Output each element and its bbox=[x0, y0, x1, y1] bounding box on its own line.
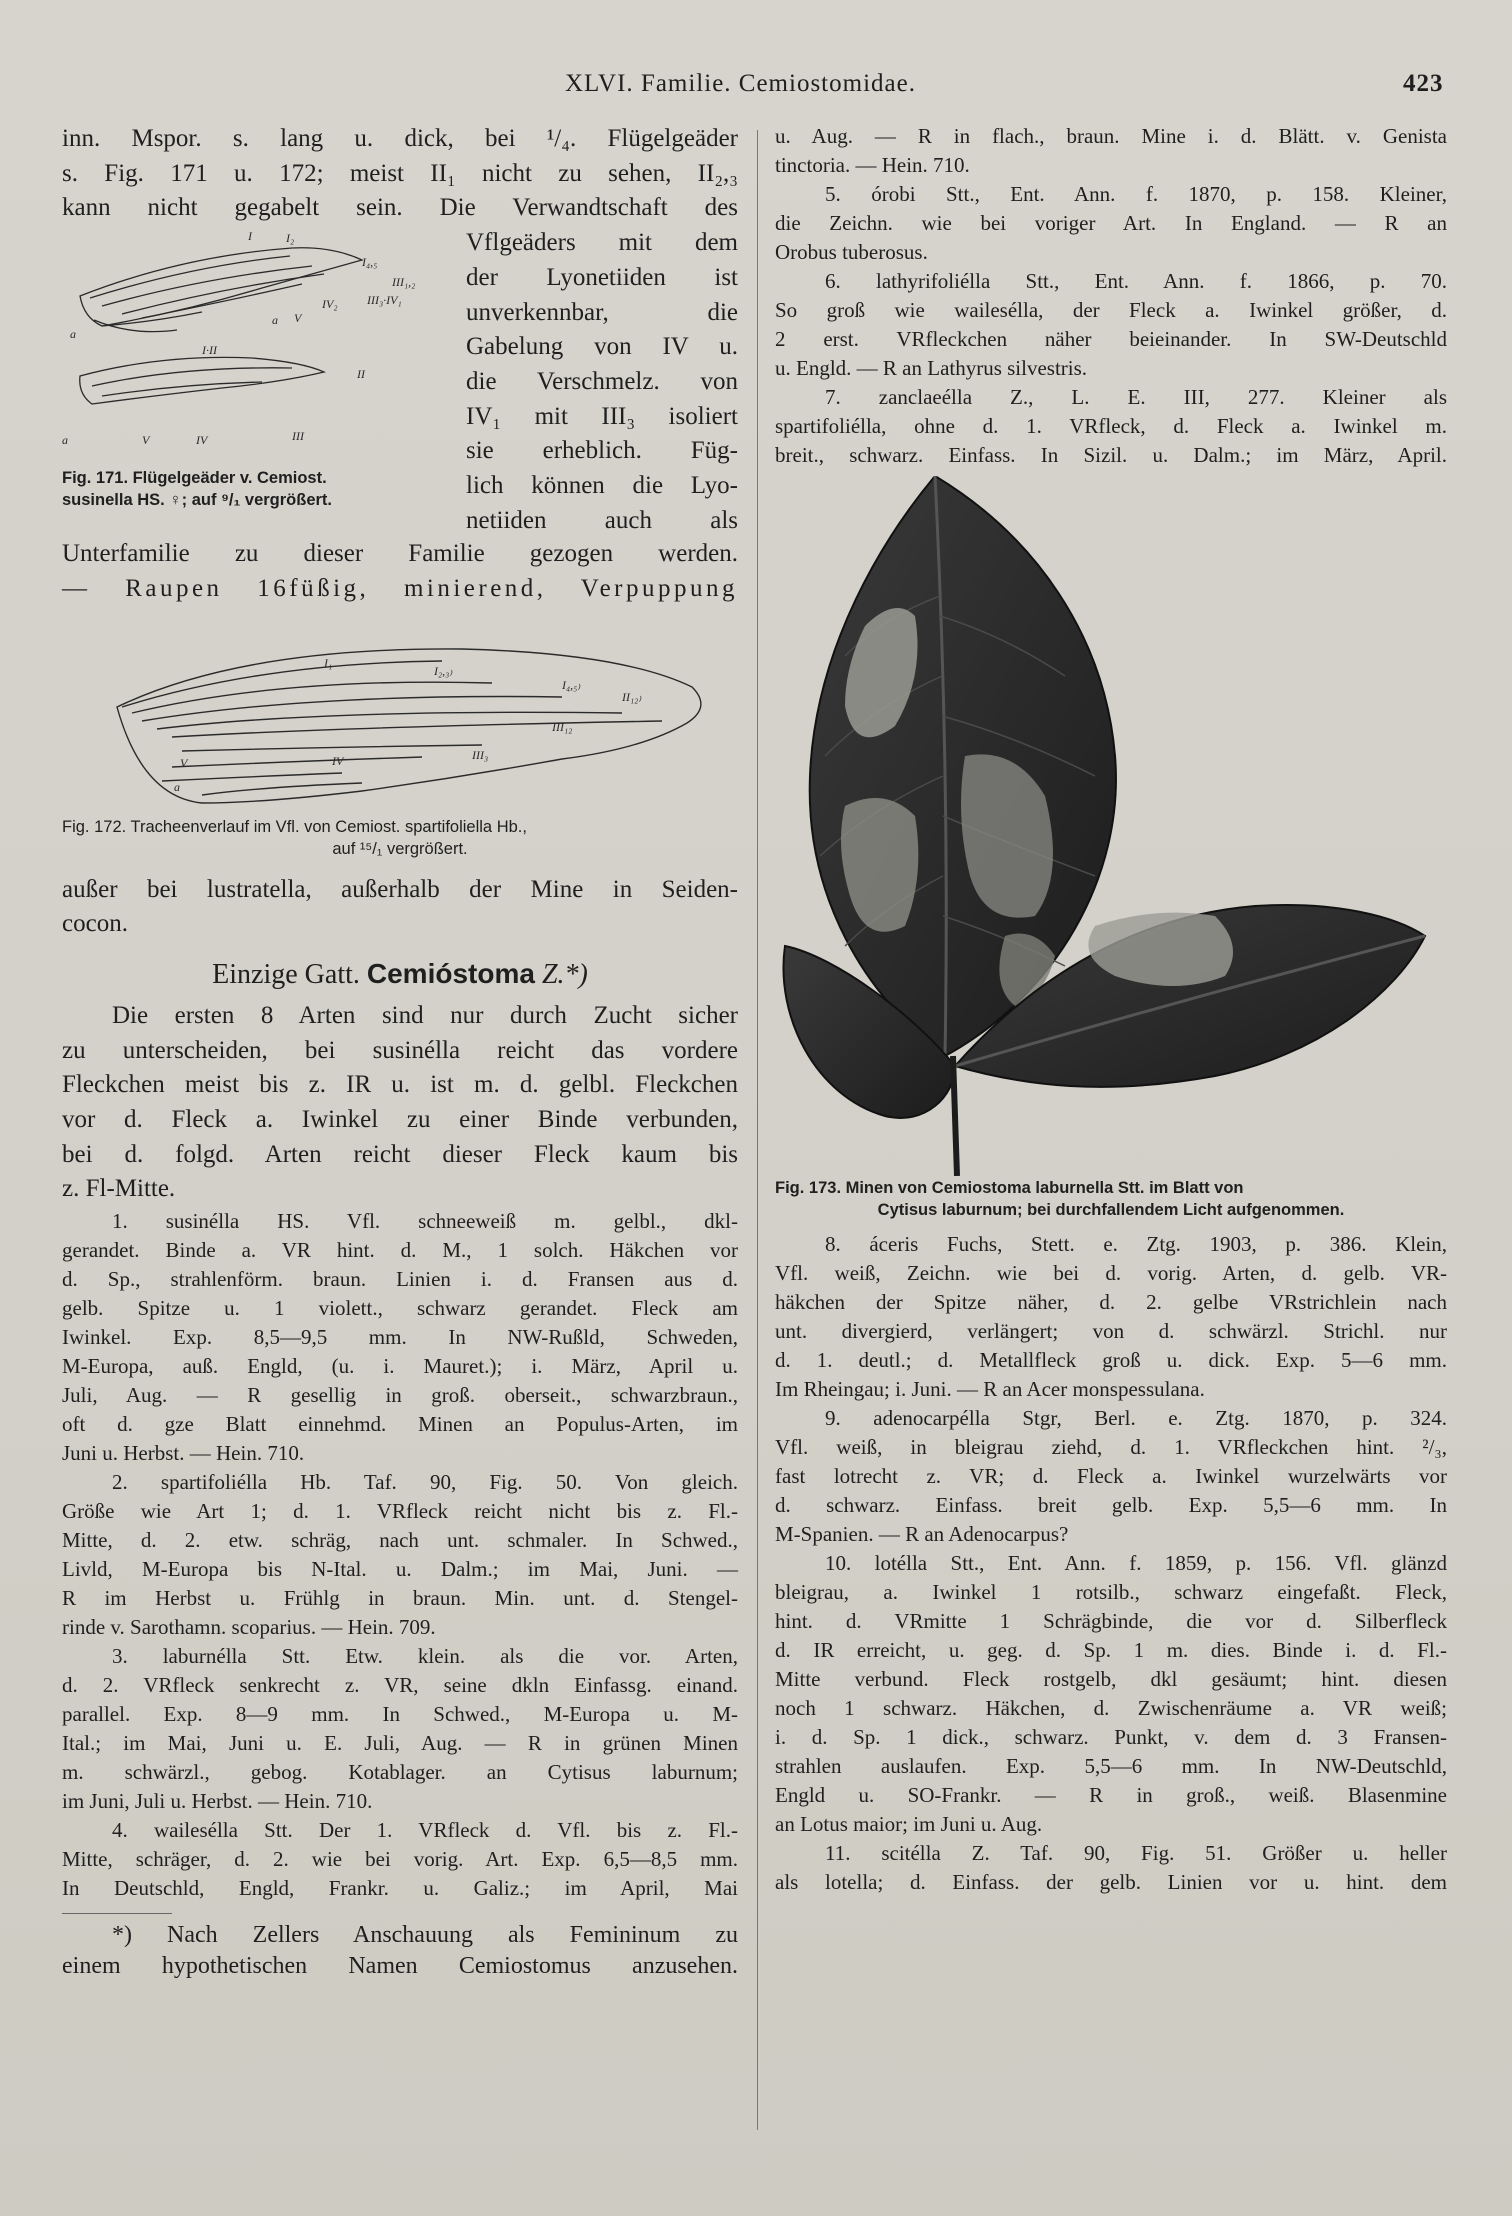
fig173-leaf-photograph bbox=[775, 476, 1447, 1176]
genus-name: Cemióstoma bbox=[366, 957, 535, 989]
text-line: die Zeichn. wie bei voriger Art. In England. — R an bbox=[775, 211, 1447, 235]
text-line: an Lotus maior; im Juni u. Aug. bbox=[775, 1812, 1043, 1836]
text-line: IV₁ mit III₃ isoliert bbox=[466, 402, 738, 430]
svg-text:I₄,₅: I₄,₅ bbox=[362, 255, 378, 270]
text-line: M-Spanien. — R an Adenocarpus? bbox=[775, 1522, 1069, 1546]
text-line: Vfl. weiß, Zeichn. wie bei d. vorig. Arten, d. gelb. VR- bbox=[775, 1261, 1447, 1285]
text-line: der Lyonetiiden ist bbox=[466, 263, 738, 291]
text-line: i. d. Sp. 1 dick., schwarz. Punkt, v. dem d. 3 Fransen- bbox=[775, 1725, 1447, 1749]
text-line: fast lotrecht z. VR; d. Fleck a. Iwinkel wurzelwärts vor bbox=[775, 1464, 1447, 1488]
species-entry-4 bbox=[62, 1816, 738, 1903]
fig172-caption-line: auf ¹⁵/₁ vergrößert. bbox=[332, 839, 468, 858]
text-line: Größe wie Art 1; d. 1. VRfleck reicht nicht bis z. Fl.- bbox=[62, 1499, 738, 1524]
text-line: noch 1 schwarz. Häkchen, d. Zwischenräume a. VR weiß; bbox=[775, 1696, 1447, 1720]
fig172-caption-line: Fig. 172. Tracheenverlauf im Vfl. von Cemiost. spartifoliella Hb., bbox=[62, 817, 527, 836]
page-number: 423 bbox=[1403, 70, 1444, 97]
svg-text:V: V bbox=[294, 311, 302, 326]
text-line: Vfl. weiß, in bleigrau ziehd, d. 1. VRfleckchen hint. ²/₃, bbox=[775, 1435, 1447, 1459]
text-line: unverkennbar, die bbox=[466, 298, 738, 326]
fig171-figure bbox=[62, 226, 462, 537]
text-line: tinctoria. — Hein. 710. bbox=[775, 153, 970, 177]
text-line: Livld, M-Europa bis N-Ital. u. Dalm.; im Mai, Juni. — bbox=[62, 1557, 738, 1582]
svg-text:I₄,₅₎: I₄,₅₎ bbox=[562, 677, 581, 692]
text-line: inn. Mspor. s. lang u. dick, bei ¹/₄. Flügelgeäder bbox=[62, 125, 738, 152]
text-line: sie erheblich. Füg- bbox=[466, 437, 738, 465]
svg-text:II: II bbox=[357, 367, 365, 382]
text-line: u. Aug. — R in flach., braun. Mine i. d. Blätt. v. Genista bbox=[775, 124, 1447, 148]
footnote-line: einem hypothetischen Namen Cemiostomus anzusehen. bbox=[62, 1953, 738, 1980]
svg-text:a: a bbox=[272, 313, 278, 328]
text-line: d. 2. VRfleck senkrecht z. VR, seine dkln Einfassg. einand. bbox=[62, 1673, 738, 1698]
text-line: unt. divergierd, verlängert; von d. schwärzl. Strichl. nur bbox=[775, 1319, 1447, 1343]
text-line: Juni u. Herbst. — Hein. 710. bbox=[62, 1441, 305, 1466]
text-line: Gabelung von IV u. bbox=[466, 333, 738, 361]
svg-text:I₂: I₂ bbox=[286, 231, 295, 246]
fig171-block bbox=[62, 226, 738, 537]
text-line: Unterfamilie zu dieser Familie gezogen werden. bbox=[62, 540, 738, 568]
text-line: kann nicht gegabelt sein. Die Verwandtschaft des bbox=[62, 194, 738, 222]
text-line: lich können die Lyo- bbox=[466, 472, 738, 500]
svg-text:a: a bbox=[62, 433, 68, 448]
svg-text:I·II: I·II bbox=[202, 343, 217, 358]
fig173-caption-line: Cytisus laburnum; bei durchfallendem Licht aufgenommen. bbox=[877, 1201, 1345, 1219]
text-line: breit., schwarz. Einfass. In Sizil. u. Dalm.; im März, April. bbox=[775, 443, 1447, 467]
svg-text:V: V bbox=[180, 755, 188, 770]
svg-text:IV₂: IV₂ bbox=[322, 297, 338, 312]
text-line: Iwinkel. Exp. 8,5—9,5 mm. In NW-Rußld, Schweden, bbox=[62, 1325, 738, 1350]
text-line: 1. susinélla HS. Vfl. schneeweiß m. gelbl., dkl- bbox=[112, 1209, 738, 1234]
fig172-block bbox=[62, 607, 738, 873]
svg-text:II₁₂₎: II₁₂₎ bbox=[622, 689, 642, 704]
text-line: außer bei lustratella, außerhalb der Mine in Seiden- bbox=[62, 875, 738, 903]
text-line: Fleckchen meist bis z. IR u. ist m. d. gelbl. Fleckchen bbox=[62, 1071, 738, 1099]
text-line: Ital.; im Mai, Juni u. E. Juli, Aug. — R in grünen Minen bbox=[62, 1731, 738, 1756]
text-line: zu unterscheiden, bei susinélla reicht das vordere bbox=[62, 1036, 738, 1064]
text-line: Mitte, d. 2. etw. schräg, nach unt. schmaler. In Schwed., bbox=[62, 1528, 738, 1553]
text-line: 7. zanclaeélla Z., L. E. III, 277. Kleiner als bbox=[825, 385, 1447, 409]
footnote-rule bbox=[62, 1913, 172, 1914]
text-line: In Deutschld, Engld, Frankr. u. Galiz.; im April, Mai bbox=[62, 1876, 738, 1901]
text-line: s. Fig. 171 u. 172; meist II₁ nicht zu sehen, II₂,₃ bbox=[62, 159, 738, 187]
column-divider bbox=[757, 130, 758, 2130]
right-column bbox=[775, 122, 1447, 1897]
svg-text:III₁,₂: III₁,₂ bbox=[392, 275, 416, 290]
svg-text:III₃·IV₁: III₃·IV₁ bbox=[367, 293, 402, 308]
text-line: gelb. Spitze u. 1 violett., schwarz gerandet. Fleck am bbox=[62, 1296, 738, 1321]
text-line: Vflgeäders mit dem bbox=[466, 229, 738, 257]
text-line: 5. órobi Stt., Ent. Ann. f. 1870, p. 158. Kleiner, bbox=[825, 182, 1447, 206]
species-entry-6 bbox=[775, 267, 1447, 383]
text-line: R im Herbst u. Frühlg in braun. Min. unt. d. Stengel- bbox=[62, 1586, 738, 1611]
text-line: Orobus tuberosus. bbox=[775, 240, 928, 264]
fig173-block bbox=[775, 476, 1447, 1219]
text-line: Mitte verbund. Fleck rostgelb, dkl gesäumt; hint. diesen bbox=[775, 1667, 1447, 1691]
svg-text:I₂,₃₎: I₂,₃₎ bbox=[434, 663, 453, 678]
text-line: häkchen der Spitze näher, d. 2. gelbe VRstrichlein nach bbox=[775, 1290, 1447, 1314]
text-line: parallel. Exp. 8—9 mm. In Schwed., M-Europa u. M- bbox=[62, 1702, 738, 1727]
text-line: bei d. folgd. Arten reicht dieser Fleck kaum bis bbox=[62, 1140, 738, 1168]
genus-heading bbox=[62, 952, 738, 997]
text-line: d. Sp., strahlenförm. braun. Linien i. d. Fransen aus d. bbox=[62, 1267, 738, 1292]
text-line: 2. spartifoliélla Hb. Taf. 90, Fig. 50. Von gleich. bbox=[112, 1470, 738, 1495]
text-line: bleigrau, a. Iwinkel 1 rotsilb., schwarz eingefaßt. Fleck, bbox=[775, 1580, 1447, 1604]
text-line: 8. áceris Fuchs, Stett. e. Ztg. 1903, p. 386. Klein, bbox=[825, 1232, 1447, 1256]
species-entry-7 bbox=[775, 383, 1447, 470]
text-line: 3. laburnélla Stt. Etw. klein. als die vor. Arten, bbox=[112, 1644, 738, 1669]
text-line: gerandet. Binde a. VR hint. d. M., 1 solch. Häkchen vor bbox=[62, 1238, 738, 1263]
species-entry-3 bbox=[62, 1642, 738, 1816]
svg-text:III₁₂: III₁₂ bbox=[552, 719, 573, 734]
text-line: z. Fl-Mitte. bbox=[62, 1175, 176, 1203]
text-line: im Juni, Juli u. Herbst. — Hein. 710. bbox=[62, 1789, 373, 1814]
svg-text:a: a bbox=[174, 779, 180, 794]
text-line: 2 erst. VRfleckchen näher beieinander. In SW-Deutschld bbox=[775, 327, 1447, 351]
text-line: 11. scitélla Z. Taf. 90, Fig. 51. Größer u. heller bbox=[825, 1841, 1447, 1865]
svg-text:I₁: I₁ bbox=[324, 655, 333, 670]
wrap-text bbox=[466, 226, 738, 538]
text-line: vor d. Fleck a. Iwinkel zu einer Binde verbunden, bbox=[62, 1106, 738, 1134]
genus-suffix: Z.*) bbox=[541, 958, 588, 990]
text-line: 10. lotélla Stt., Ent. Ann. f. 1859, p. 156. Vfl. glänzd bbox=[825, 1551, 1447, 1575]
svg-text:a: a bbox=[70, 327, 76, 342]
text-line: M-Europa, auß. Engld, (u. i. Mauret.); i. März, April u. bbox=[62, 1354, 738, 1379]
text-line: m. schwärzl., gebog. Kotablager. an Cytisus laburnum; bbox=[62, 1760, 738, 1785]
species-entry-5 bbox=[775, 180, 1447, 267]
text-line: cocon. bbox=[62, 910, 128, 938]
fig172-trachea-drawing bbox=[62, 627, 738, 817]
svg-text:V: V bbox=[142, 433, 150, 448]
text-line: Im Rheingau; i. Juni. — R an Acer monspessulana. bbox=[775, 1377, 1205, 1401]
svg-text:IV: IV bbox=[196, 433, 208, 448]
species-entry-2 bbox=[62, 1468, 738, 1642]
text-line: als lotella; d. Einfass. der gelb. Linien vor u. hint. dem bbox=[775, 1870, 1447, 1894]
genus-prefix: Einzige Gatt. bbox=[212, 958, 360, 990]
text-line: — Raupen 16füßig, minierend, Verpuppung bbox=[62, 574, 738, 602]
text-line: rinde v. Sarothamn. scoparius. — Hein. 709. bbox=[62, 1615, 436, 1640]
svg-text:IV: IV bbox=[332, 753, 344, 768]
svg-text:III₃: III₃ bbox=[472, 747, 489, 762]
text-line: d. schwarz. Einfass. breit gelb. Exp. 5,5—6 mm. In bbox=[775, 1493, 1447, 1517]
fig171-caption-line: susinella HS. ♀; auf ⁹/₁ vergrößert. bbox=[62, 491, 333, 510]
svg-text:III: III bbox=[292, 429, 304, 444]
text-line: hint. d. VRmitte 1 Schrägbinde, die vor d. Silberfleck bbox=[775, 1609, 1447, 1633]
species-entry-9 bbox=[775, 1404, 1447, 1549]
text-line: 6. lathyrifoliélla Stt., Ent. Ann. f. 1866, p. 70. bbox=[825, 269, 1447, 293]
text-line: Juli, Aug. — R gesellig in groß. oberseit., schwarzbraun., bbox=[62, 1383, 738, 1408]
text-line: Engld u. SO-Frankr. — R in groß., weiß. Blasenmine bbox=[775, 1783, 1447, 1807]
fig173-caption-line: Fig. 173. Minen von Cemiostoma laburnella Stt. im Blatt von bbox=[775, 1179, 1244, 1197]
running-title: XLVI. Familie. Cemiostomidae. bbox=[565, 70, 916, 97]
text-line: netiiden auch als bbox=[466, 506, 738, 534]
text-line: u. Engld. — R an Lathyrus silvestris. bbox=[775, 356, 1088, 380]
left-column bbox=[62, 122, 738, 1982]
footnote-line: *) Nach Zellers Anschauung als Femininum zu bbox=[112, 1922, 738, 1949]
text-line: spartifoliélla, ohne d. 1. VRfleck, d. Fleck a. Iwinkel m. bbox=[775, 414, 1447, 438]
svg-text:I: I bbox=[248, 229, 252, 244]
species-entry-11 bbox=[775, 1839, 1447, 1897]
text-line: Mitte, schräger, d. 2. wie bei vorig. Art. Exp. 6,5—8,5 mm. bbox=[62, 1847, 738, 1872]
species-entry-1 bbox=[62, 1207, 738, 1468]
species-entry-8 bbox=[775, 1230, 1447, 1404]
species-entry-10 bbox=[775, 1549, 1447, 1839]
text-line: d. IR erreicht, u. geg. d. Sp. 1 m. dies. Binde i. d. Fl.- bbox=[775, 1638, 1447, 1662]
text-line: 4. wailesélla Stt. Der 1. VRfleck d. Vfl. bis z. Fl.- bbox=[112, 1818, 738, 1843]
text-line: Die ersten 8 Arten sind nur durch Zucht sicher bbox=[112, 1001, 738, 1029]
text-line: So groß wie wailesélla, der Fleck a. Iwinkel größer, d. bbox=[775, 298, 1447, 322]
fig171-caption-line: Fig. 171. Flügelgeäder v. Cemiost. bbox=[62, 469, 327, 488]
text-line: 9. adenocarpélla Stgr, Berl. e. Ztg. 1870, p. 324. bbox=[825, 1406, 1447, 1430]
text-line: d. 1. deutl.; d. Metallfleck groß u. dick. Exp. 5—6 mm. bbox=[775, 1348, 1447, 1372]
text-line: oft d. gze Blatt einnehmd. Minen an Populus-Arten, im bbox=[62, 1412, 738, 1437]
fig171-wing-venation-drawing bbox=[62, 226, 462, 466]
text-line: die Verschmelz. von bbox=[466, 367, 738, 395]
text-line: strahlen auslaufen. Exp. 5,5—6 mm. In NW-Deutschld, bbox=[775, 1754, 1447, 1778]
